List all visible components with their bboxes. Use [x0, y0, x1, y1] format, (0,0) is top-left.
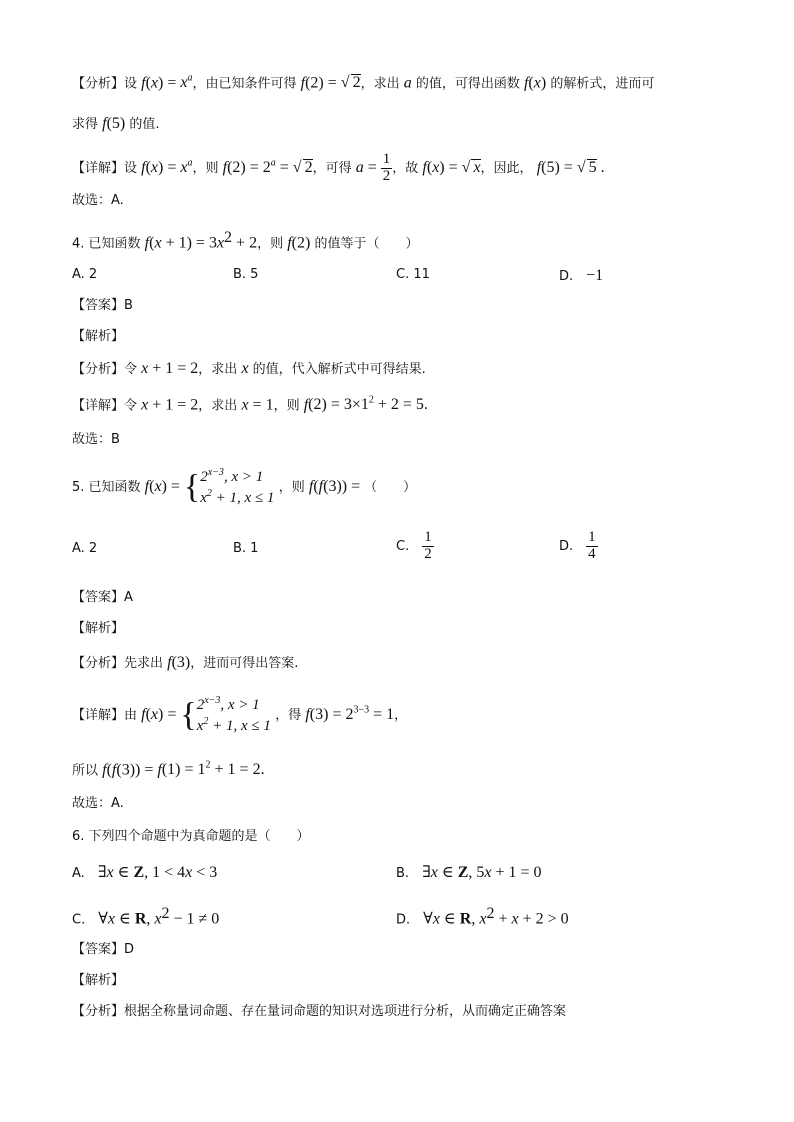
q5-jiexi: 【解析】	[72, 621, 125, 636]
q4-jiexi: 【解析】	[72, 329, 125, 344]
q4-option-a: A. 2	[72, 267, 98, 282]
piecewise-function-detail: {$2^{x-3}$, x > 1 $x^2 + 1$, x ≤ 1	[180, 695, 271, 735]
q6-jiexi: 【解析】	[72, 973, 125, 988]
q5-option-d: D. $\frac{1}{4}$	[559, 529, 596, 562]
q4-choose: 故选：B	[72, 432, 120, 447]
q6-option-b: B. ∃x ∈ Z, 5x + 1 = 0	[396, 864, 542, 881]
q6-analysis: 【分析】根据全称量词命题、存在量词命题的知识对选项进行分析，从而确定正确答案	[72, 1004, 567, 1019]
q5-option-c: C. $\frac{1}{2}$	[396, 529, 432, 562]
q5-detail-2: 所以 $f(f(3)) = f(1) = 1^2 + 1 = 2$.	[72, 760, 265, 779]
q3-analysis-line-2: 求得 f(5) 的值.	[72, 115, 160, 132]
q4-option-d: D. −1	[559, 267, 604, 284]
q4-option-c: C. 11	[396, 267, 430, 282]
q5-stem: 5. 已知函数 $f(x) = \{2^{x-3}$, x > 1 $x^2 + 1$, x ≤ 1 ，则 f(f(3)) = （ ）	[72, 466, 416, 509]
q4-detail: 【详解】令 x + 1 = 2，求出 x = 1，则 $f(2) = 3\times 1^2 + 2 = 5$.	[72, 395, 428, 414]
q5-choose: 故选：A.	[72, 796, 124, 811]
q4-analysis: 【分析】令 x + 1 = 2，求出 x 的值，代入解析式中可得结果.	[72, 360, 426, 377]
q6-option-a: A. ∃x ∈ Z, 1 < 4x < 3	[72, 864, 218, 881]
q5-answer: 【答案】A	[72, 590, 133, 605]
q5-option-a: A. 2	[72, 541, 98, 556]
q4-option-b: B. 5	[233, 267, 259, 282]
q6-option-c: C. ∀x ∈ R, $x^2 - 1 \ne 0$	[72, 905, 220, 928]
q5-detail: 【详解】由 $f(x) = \{2^{x-3}$, x > 1 $x^2 + 1$, x ≤ 1 ，得 $f(3) = 2^{3-3} = 1$，	[72, 694, 407, 737]
q5-analysis: 【分析】先求出 f(3)，进而可得出答案.	[72, 654, 299, 671]
q3-analysis-line-1: 【分析】设 $f(x) = x^a$，由已知条件可得 f(2) = √ 2，求出 a 的值，可得出函数 f(x) 的解析式，进而可	[72, 73, 655, 92]
q3-choose: 故选：A.	[72, 193, 124, 208]
q6-stem: 6. 下列四个命题中为真命题的是（ ）	[72, 829, 310, 844]
q4-stem: 4. 已知函数 $f(x + 1) = 3x^2 + 2$，则 f(2) 的值等于（ ）	[72, 229, 419, 252]
q4-answer: 【答案】B	[72, 298, 133, 313]
q5-option-b: B. 1	[233, 541, 259, 556]
q6-option-d: D. ∀x ∈ R, $x^2 + x + 2 > 0$	[396, 905, 569, 928]
piecewise-function: {$2^{x-3}$, x > 1 $x^2 + 1$, x ≤ 1	[183, 467, 275, 507]
q6-answer: 【答案】D	[72, 942, 135, 957]
q3-detail-line: 【详解】设 $f(x) = x^a$，则 $f(2) = 2^a$ = √ 2，可得 a = $\frac{1}{2}$ ，故 f(x) = √ x，因此， f(5) = √ 5 .	[72, 151, 605, 184]
